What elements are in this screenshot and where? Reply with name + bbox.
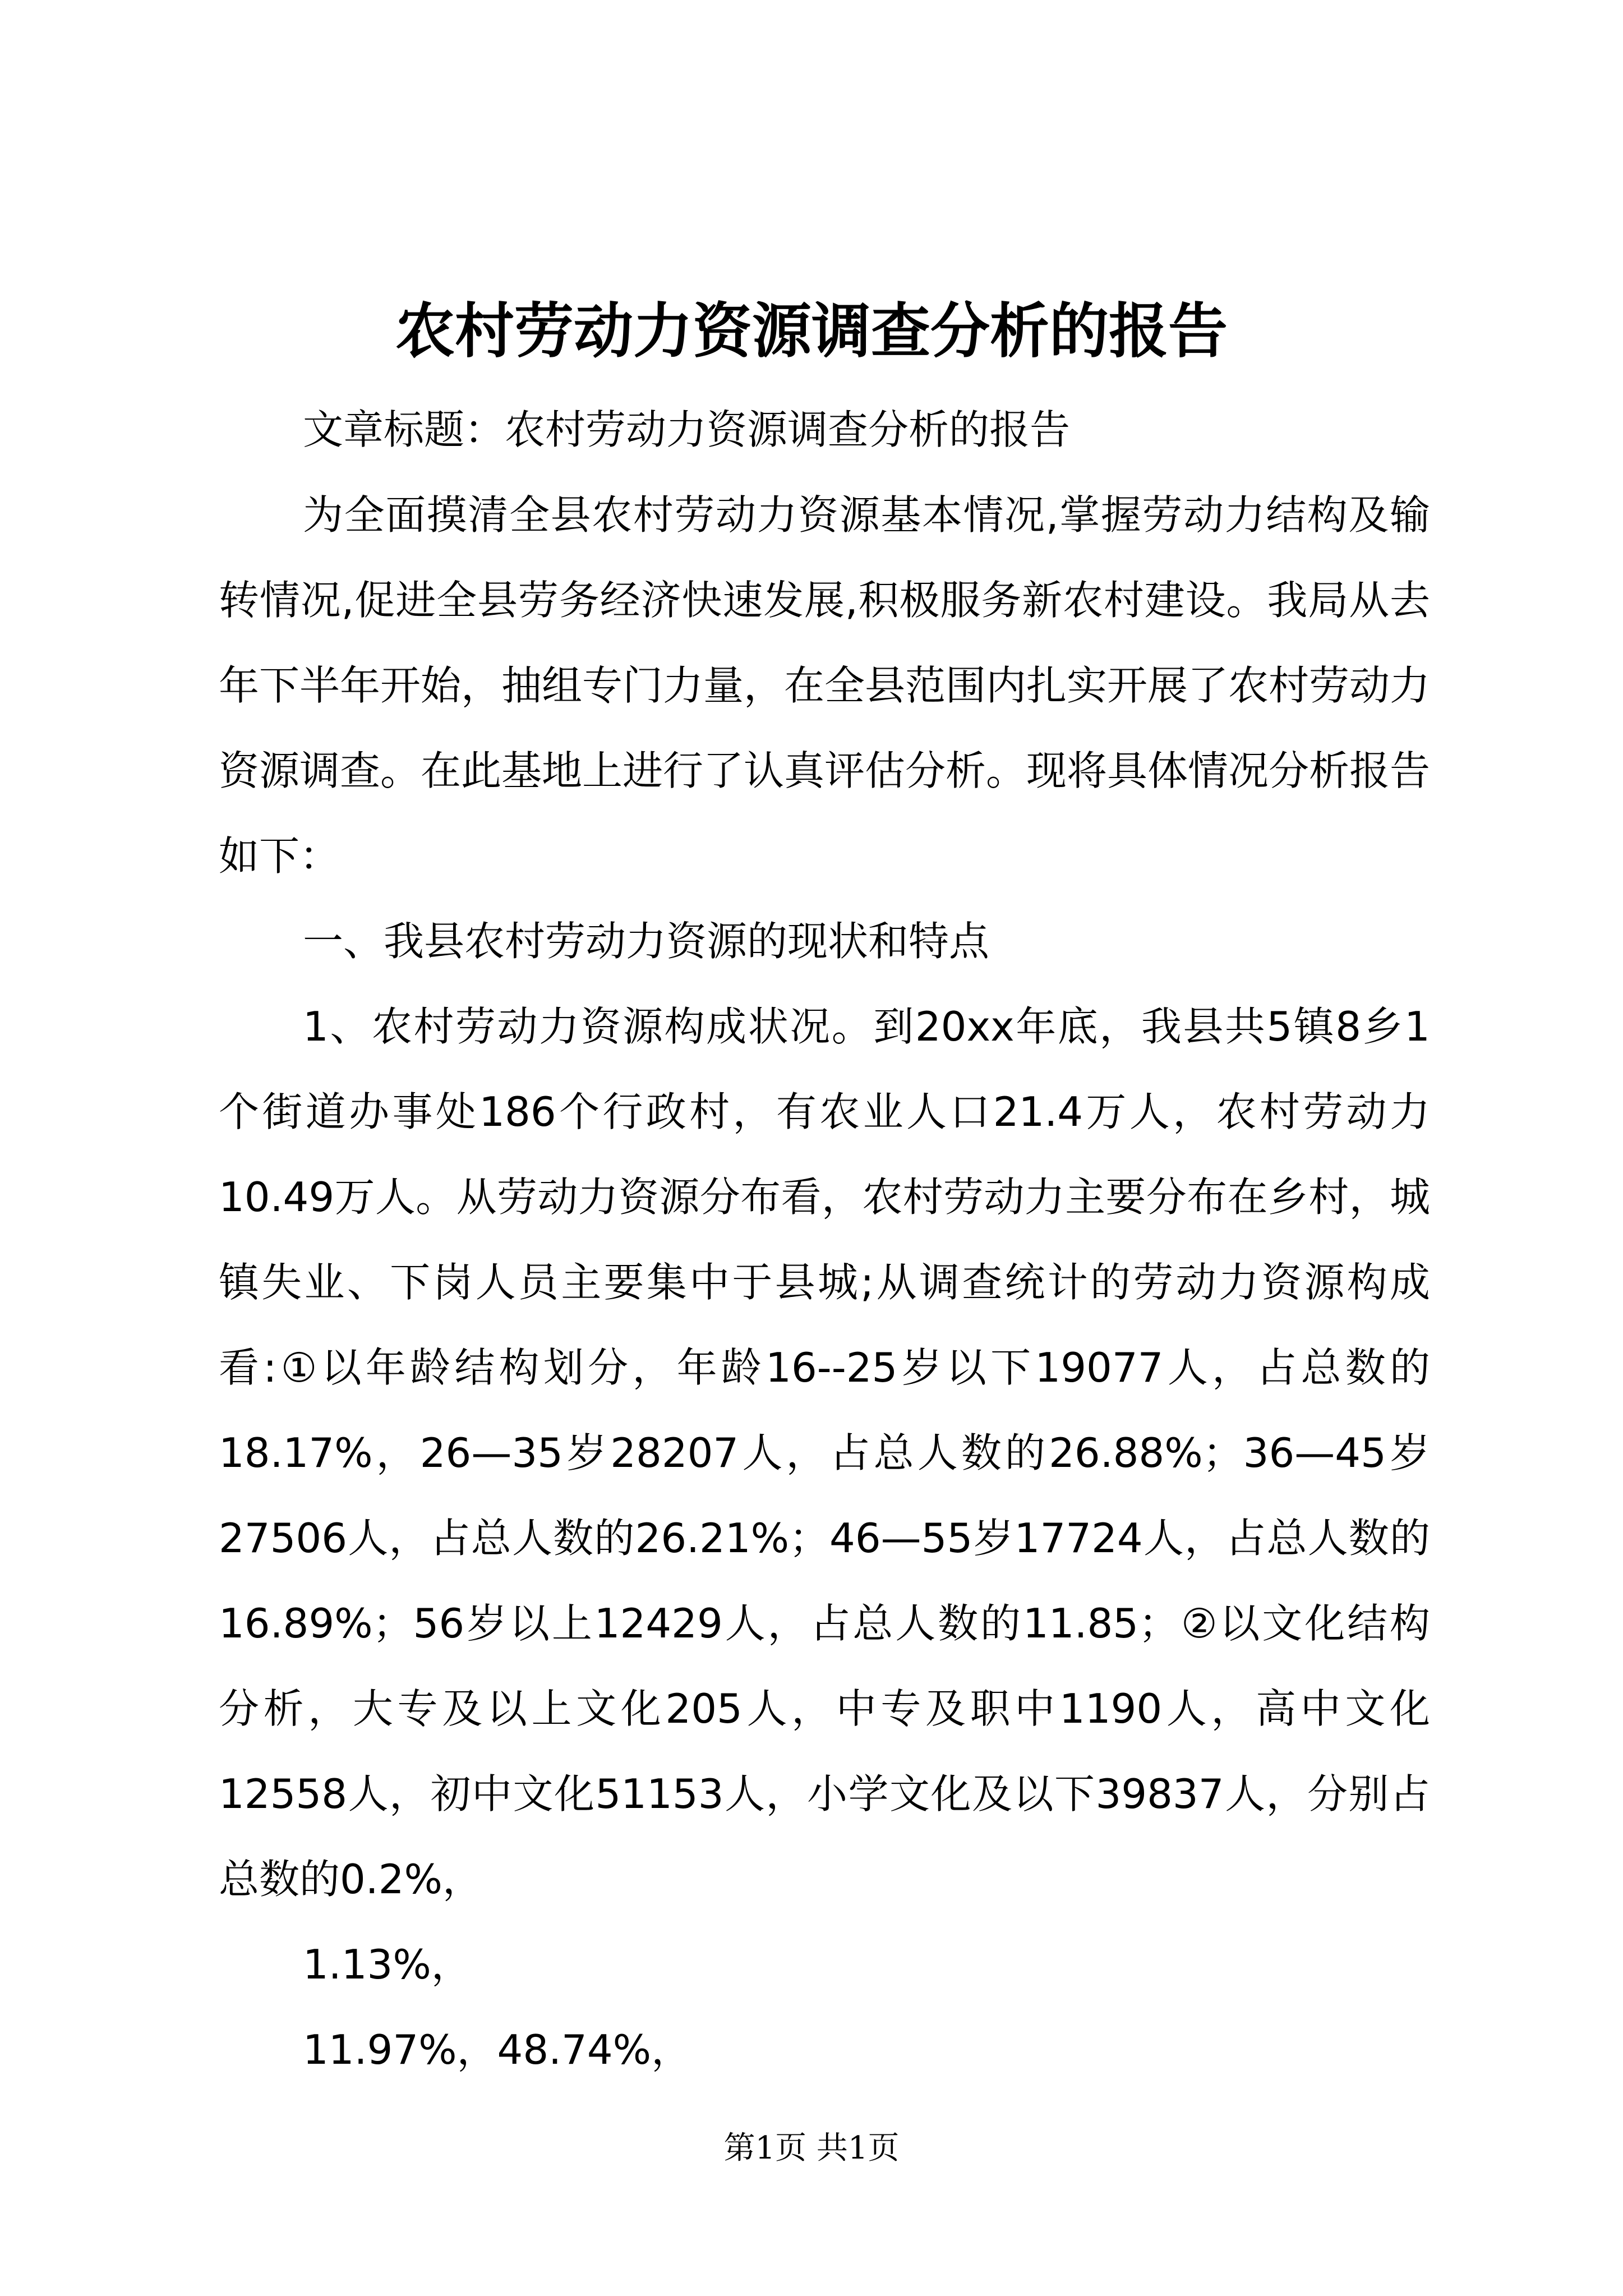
percentage-line: 11.97%，48.74%，: [303, 2026, 692, 2073]
section-heading: 一、我县农村劳动力资源的现状和特点: [303, 918, 990, 965]
percentage-line: 1.13%，: [303, 1941, 472, 1988]
composition-paragraph: 1、农村劳动力资源构成状况。到20xx年底，我县共5镇8乡1个街道办事处186个行政村，有农业人口21.4万人，农村劳动力10.49万人。从劳动力资源分布看，农村劳动力主要分布在乡村，城镇失业、下岗人员主要集中于县城;从调查统计的劳动力资源构成看:①以年龄结构划分，年龄16--25岁以下19077人，占总数的18.17%，26—35岁28207人，占总人数的26.88%；36—45岁27506人，占总人数的26.21%；46—55岁17724人，占总人数的16.89%；56岁以上12429人，占总人数的11.85；②以文化结构分析，大专及以上文化205人，中专及职中1190人，高中文化12558人，初中文化51153人，小学文化及以下39837人，分别占总数的0.2%，: [219, 1003, 1430, 1903]
page-number: 第1页 共1页: [723, 2130, 900, 2166]
article-heading-line: 文章标题：农村劳动力资源调查分析的报告: [303, 406, 1071, 453]
document-title: 农村劳动力资源调查分析的报告: [395, 296, 1228, 366]
document-body: [219, 387, 1430, 2092]
intro-paragraph: 为全面摸清全县农村劳动力资源基本情况,掌握劳动力结构及输转情况,促进全县劳务经济快速发展,积极服务新农村建设。我局从去年下半年开始，抽组专门力量，在全县范围内扎实开展了农村劳动力资源调查。在此基地上进行了认真评估分析。现将具体情况分析报告如下：: [219, 491, 1431, 880]
